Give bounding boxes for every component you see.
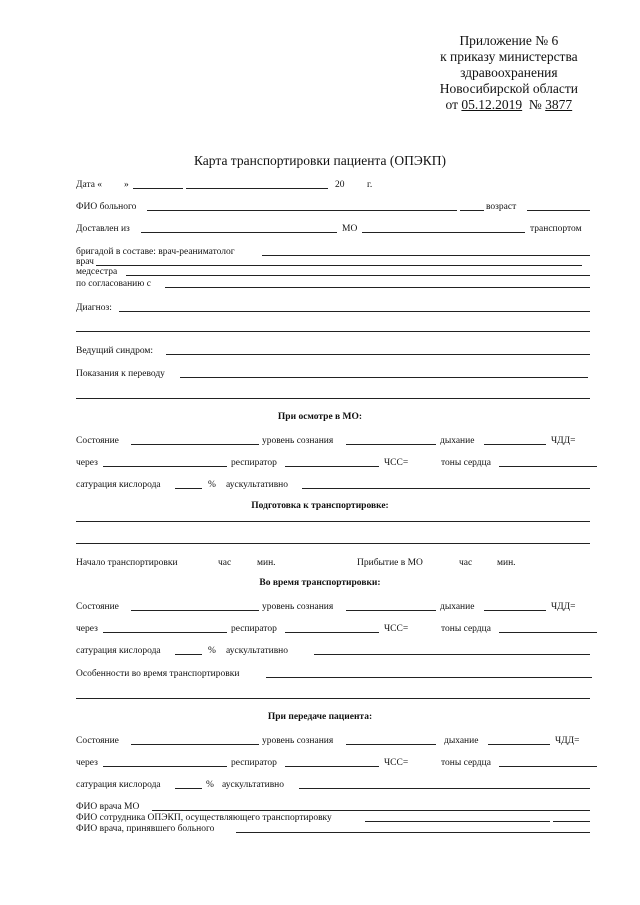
diagnosis-label: Диагноз: bbox=[76, 303, 112, 313]
doctor-field[interactable] bbox=[96, 265, 582, 266]
diagnosis-field-2[interactable] bbox=[76, 331, 590, 332]
state-field-2[interactable] bbox=[131, 610, 259, 611]
order-number: 3877 bbox=[545, 97, 573, 112]
via-label-1: через bbox=[76, 458, 98, 468]
auscultation-label-2: аускультативно bbox=[226, 646, 289, 656]
year-suffix: г. bbox=[367, 180, 373, 190]
section-inspection: При осмотре в МО: bbox=[277, 412, 363, 422]
state-field-3[interactable] bbox=[131, 744, 259, 745]
leading-syndrome-label: Ведущий синдром: bbox=[76, 346, 154, 356]
rr-label-3: ЧДД= bbox=[555, 736, 580, 746]
mo-doctor-field[interactable] bbox=[152, 810, 590, 811]
saturation-label-1: сатурация кислорода bbox=[76, 480, 161, 490]
date-month-field-2[interactable] bbox=[186, 188, 328, 189]
breathing-label-1: дыхание bbox=[440, 436, 475, 446]
ventilator-label-1: респиратор bbox=[231, 458, 277, 468]
year-prefix: 20 bbox=[335, 180, 345, 190]
opekp-staff-field-2[interactable] bbox=[553, 821, 590, 822]
age-field[interactable] bbox=[527, 210, 590, 211]
saturation-label-2: сатурация кислорода bbox=[76, 646, 161, 656]
percent-label-1: % bbox=[208, 480, 216, 490]
state-label-2: Состояние bbox=[76, 602, 119, 612]
patient-name-label: ФИО больного bbox=[76, 202, 137, 212]
age-label: возраст bbox=[486, 202, 517, 212]
heart-tones-label-1: тоны сердца bbox=[441, 458, 491, 468]
date-month-field[interactable] bbox=[133, 188, 183, 189]
ventilator-field-3[interactable] bbox=[285, 766, 379, 767]
heart-tones-field-2[interactable] bbox=[499, 632, 597, 633]
order-header bbox=[440, 33, 578, 113]
ventilator-label-2: респиратор bbox=[231, 624, 277, 634]
breathing-field-1[interactable] bbox=[484, 444, 546, 445]
auscultation-field-1[interactable] bbox=[302, 488, 590, 489]
preparation-field-1[interactable] bbox=[76, 521, 590, 522]
indications-field-2[interactable] bbox=[76, 398, 590, 399]
saturation-label-3: сатурация кислорода bbox=[76, 780, 161, 790]
via-field-3[interactable] bbox=[103, 766, 227, 767]
ventilator-field-2[interactable] bbox=[285, 632, 379, 633]
via-label-2: через bbox=[76, 624, 98, 634]
state-label-1: Состояние bbox=[76, 436, 119, 446]
consciousness-label-2: уровень сознания bbox=[262, 602, 334, 612]
rr-label-2: ЧДД= bbox=[551, 602, 576, 612]
consciousness-field-2[interactable] bbox=[346, 610, 436, 611]
region-name: Новосибирской области bbox=[439, 81, 578, 96]
saturation-field-1[interactable] bbox=[175, 488, 202, 489]
heart-tones-label-3: тоны сердца bbox=[441, 758, 491, 768]
mo-doctor-label: ФИО врача МО bbox=[76, 802, 140, 812]
saturation-field-3[interactable] bbox=[175, 788, 202, 789]
doctor-label: врач bbox=[76, 257, 94, 267]
transport-label: транспортом bbox=[530, 224, 582, 234]
saturation-field-2[interactable] bbox=[175, 654, 202, 655]
receiving-doctor-label: ФИО врача, принявшего больного bbox=[76, 824, 215, 834]
section-preparation: Подготовка к транспортировке: bbox=[251, 501, 389, 511]
via-field-2[interactable] bbox=[103, 632, 227, 633]
indications-label: Показания к переводу bbox=[76, 369, 165, 379]
arrival-label: Прибытие в МО bbox=[357, 558, 423, 568]
section-during: Во время транспортировки: bbox=[259, 578, 381, 588]
arrival-minutes-label: мин. bbox=[497, 558, 516, 568]
indications-field[interactable] bbox=[180, 377, 588, 378]
breathing-field-3[interactable] bbox=[488, 744, 550, 745]
appendix-number: Приложение № 6 bbox=[459, 33, 559, 48]
order-date: 05.12.2019 bbox=[461, 97, 523, 112]
resuscitator-field[interactable] bbox=[262, 255, 590, 256]
start-minutes-label: мин. bbox=[257, 558, 276, 568]
preparation-field-2[interactable] bbox=[76, 543, 590, 544]
heart-tones-field-1[interactable] bbox=[499, 466, 597, 467]
receiving-doctor-field[interactable] bbox=[236, 832, 590, 833]
mo-field[interactable] bbox=[362, 232, 525, 233]
consciousness-field-3[interactable] bbox=[346, 744, 436, 745]
ventilator-field-1[interactable] bbox=[285, 466, 379, 467]
delivered-from-label: Доставлен из bbox=[76, 224, 130, 234]
brigade-label: бригадой в составе: врач-реаниматолог bbox=[76, 247, 235, 257]
agreed-with-label: по согласованию с bbox=[76, 279, 151, 289]
breathing-label-2: дыхание bbox=[440, 602, 475, 612]
via-field-1[interactable] bbox=[103, 466, 227, 467]
start-hours-label: час bbox=[218, 558, 232, 568]
section-handover: При передаче пациента: bbox=[267, 712, 373, 722]
ventilator-label-3: респиратор bbox=[231, 758, 277, 768]
nurse-label: медсестра bbox=[76, 267, 118, 277]
mo-label: МО bbox=[342, 224, 358, 234]
patient-name-field[interactable] bbox=[147, 210, 457, 211]
hr-label-1: ЧСС= bbox=[384, 458, 409, 468]
consciousness-field-1[interactable] bbox=[346, 444, 436, 445]
ministry-name: здравоохранения bbox=[460, 65, 558, 80]
features-field-2[interactable] bbox=[76, 698, 590, 699]
hr-label-3: ЧСС= bbox=[384, 758, 409, 768]
breathing-field-2[interactable] bbox=[484, 610, 546, 611]
leading-syndrome-field[interactable] bbox=[166, 354, 590, 355]
auscultation-label-3: аускультативно bbox=[222, 780, 285, 790]
page-title: Карта транспортировки пациента (ОПЭКП) bbox=[193, 153, 447, 168]
rr-label-1: ЧДД= bbox=[551, 436, 576, 446]
delivered-from-field[interactable] bbox=[141, 232, 337, 233]
auscultation-label-1: аускультативно bbox=[226, 480, 289, 490]
opekp-staff-label: ФИО сотрудника ОПЭКП, осуществляющего транспортировку bbox=[76, 813, 332, 823]
state-field-1[interactable] bbox=[131, 444, 259, 445]
auscultation-field-3[interactable] bbox=[299, 788, 590, 789]
date-quote: » bbox=[124, 180, 129, 190]
features-field-1[interactable] bbox=[266, 677, 592, 678]
diagnosis-field[interactable] bbox=[119, 311, 590, 312]
percent-label-3: % bbox=[206, 780, 214, 790]
consciousness-label-1: уровень сознания bbox=[262, 436, 334, 446]
order-reference: к приказу министерства bbox=[440, 49, 578, 64]
date-label: Дата « bbox=[76, 180, 103, 190]
order-date-line: от 05.12.2019 № 3877 bbox=[445, 97, 573, 112]
percent-label-2: % bbox=[208, 646, 216, 656]
opekp-staff-field[interactable] bbox=[365, 821, 550, 822]
via-label-3: через bbox=[76, 758, 98, 768]
breathing-label-3: дыхание bbox=[444, 736, 479, 746]
state-label-3: Состояние bbox=[76, 736, 119, 746]
agreed-with-field[interactable] bbox=[165, 287, 590, 288]
features-label: Особенности во время транспортировки bbox=[76, 669, 240, 679]
nurse-field[interactable] bbox=[126, 275, 590, 276]
consciousness-label-3: уровень сознания bbox=[262, 736, 334, 746]
arrival-hours-label: час bbox=[459, 558, 473, 568]
hr-label-2: ЧСС= bbox=[384, 624, 409, 634]
heart-tones-label-2: тоны сердца bbox=[441, 624, 491, 634]
start-transport-label: Начало транспортировки bbox=[76, 558, 178, 568]
auscultation-field-2[interactable] bbox=[314, 654, 590, 655]
patient-name-field-2[interactable] bbox=[460, 210, 484, 211]
heart-tones-field-3[interactable] bbox=[499, 766, 597, 767]
